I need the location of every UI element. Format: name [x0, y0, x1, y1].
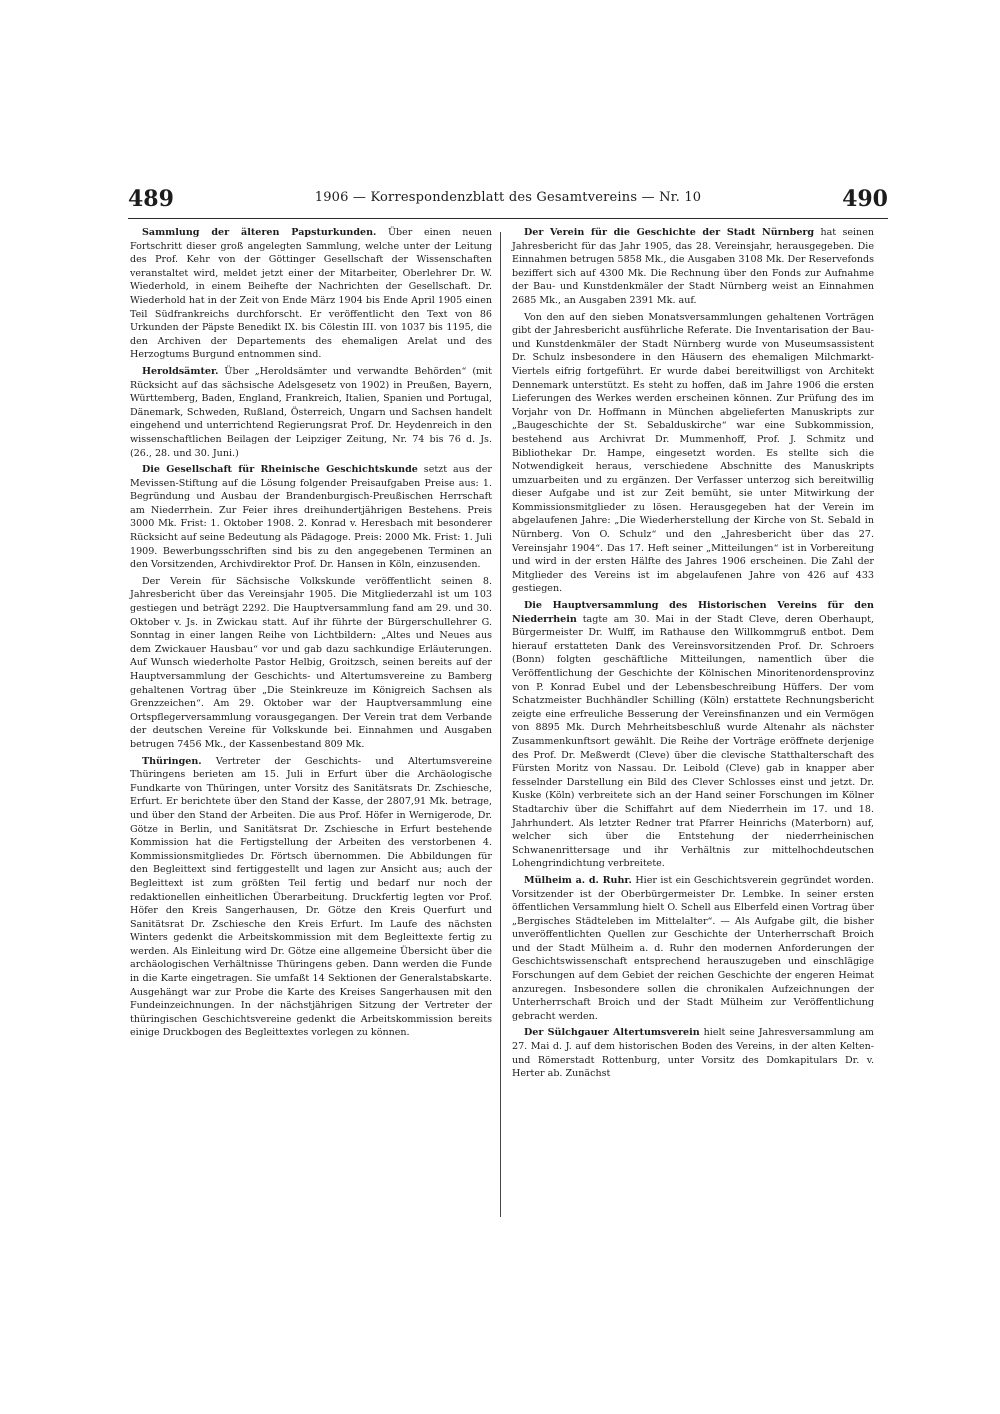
paragraph-text: Hier ist ein Geschichtsverein gegründet worden. Vorsitzender ist der Oberbürgermeister Dr. Lembke. In seiner ersten öffentlichen Versammlung hielt O. Schell aus Elberfeld einen Vortrag über „Bergisches Städteleben im Mittelalter“. — Als Aufgabe gilt, die bisher unveröffentlichten Quellen zur Geschichte der Unterherrschaft Broich und der Stadt Mülheim a. d. Ruhr den modernen Anforderungen der Geschichtswissenschaft entsprechend herauszugeben und einschlägige Forschungen auf dem Gebiet der reichen Geschichte der engeren Heimat anzuregen. Insbesondere sollen die chronikalen Aufzeichnungen der Unterherrschaft Broich und der Stadt Mülheim zur Veröffentlichung gebracht werden.	[512, 874, 874, 1022]
paragraph-text: Über einen neuen Fortschritt dieser groß angelegten Sammlung, welche unter der Leitung des Prof. Kehr von der Göttinger Gesellschaft der Wissenschaften veranstaltet wird, meldet jetzt einer der Mitarbeiter, Oberlehrer Dr. W. Wiederhold, in einem Beihefte der Nachrichten der Gesellschaft. Dr. Wiederhold hat in der Zeit von Ende März 1904 bis Ende April 1905 einen Teil Südfrankreichs durchforscht. Er veröffentlicht den Text von 86 Urkunden der Päpste Benedikt IX. bis Cölestin III. von 1037 bis 1195, die den Archiven der Departements des ehemaligen Arelat und des Herzogtums Burgund entnommen sind.	[130, 227, 492, 361]
paragraph-text: hielt seine Jahresversammlung am 27. Mai d. J. auf dem historischen Boden des Vereins, in der alten Kelten- und Römerstadt Rottenburg, unter Vorsitz des Domkapitulars Dr. v. Herter ab. Zunächst	[512, 1027, 874, 1080]
paragraph-heading: Der Verein für die Geschichte der Stadt Nürnberg	[524, 227, 815, 238]
paragraph	[130, 463, 492, 572]
paragraph	[512, 311, 874, 596]
paragraph-text: Der Verein für Sächsische Volkskunde veröffentlicht seinen 8. Jahresbericht über das Vereinsjahr 1905. Die Mitgliederzahl ist um 103 gestiegen und beträgt 2292. Die Hauptversammlung fand am 29. und 30. Oktober v. Js. in Zwickau statt. Auf ihr führte der Bürgerschullehrer G. Sonntag in einer langen Reihe von Lichtbildern: „Altes und Neues aus dem Zwickauer Hausbau“ vor und gab dazu sachkundige Erläuterungen. Auf Wunsch wiederholte Pastor Helbig, Groitzsch, seinen bereits auf der Hauptversammlung der Geschichts- und Altertumsvereine zu Bamberg gehaltenen Vortrag über „Die Steinkreuze im Königreich Sachsen als Grenzzeichen“. Am 29. Oktober war der Hauptversammlung eine Ortspflegerversammlung vorausgegangen. Der Verein trat dem Verbande der deutschen Vereine für Volkskunde bei. Einnahmen und Ausgaben betrugen 7456 Mk., der Kassenbestand 809 Mk.	[130, 575, 492, 750]
right-column	[512, 226, 874, 1084]
paragraph-text: Von den auf den sieben Monatsversammlungen gehaltenen Vorträgen gibt der Jahresbericht ausführliche Referate. Die Inventarisation der Bau- und Kunstdenkmäler der Stadt Nürnberg wurde von Museumsassistent Dr. Schulz insbesondere in den Häusern des ehemaligen Milchmarkt-Viertels eifrig fortgeführt. Er wurde dabei bereitwilligst von Architekt Dennemark unterstützt. Es steht zu hoffen, daß im Jahre 1906 die ersten Lieferungen des Werkes werden erscheinen können. Zur Prüfung des im Vorjahr von Dr. Hoffmann in München abgelieferten Manuskripts zur „Baugeschichte der St. Sebalduskirche“ war eine Subkommission, bestehend aus Archivrat Dr. Mummenhoff, Prof. J. Schmitz und Bibliothekar Dr. Hampe, eingesetzt worden. Es stellte sich die Notwendigkeit heraus, verschiedene Abschnitte des Manuskripts umzuarbeiten und zu ergänzen. Der Verfasser unterzog sich bereitwillig dieser Aufgabe und ist zur Zeit bemüht, sie unter Mitwirkung der Kommissionsmitglieder zu lösen. Herausgegeben hat der Verein im abgelaufenen Jahre: „Die Wiederherstellung der Kirche von St. Sebald in Nürnberg. Von O. Schulz“ und den „Jahresbericht über das 27. Vereinsjahr 1904“. Das 17. Heft seiner „Mitteilungen“ ist in Vorbereitung und wird in der ersten Hälfte des Jahres 1906 erscheinen. Die Zahl der Mitglieder des Vereins ist im abgelaufenen Jahre von 426 auf 433 gestiegen.	[512, 311, 874, 595]
paragraph	[512, 874, 874, 1024]
paragraph-text: hat seinen Jahresbericht für das Jahr 1905, das 28. Vereinsjahr, herausgegeben. Die Einnahmen betrugen 5858 Mk., die Ausgaben 3108 Mk. Der Reservefonds beziffert sich auf 4300 Mk. Die Rechnung über den Fonds zur Aufnahme der Bau- und Kunstdenkmäler der Stadt Nürnberg weist an Einnahmen 2685 Mk., an Ausgaben 2391 Mk. auf.	[512, 227, 874, 306]
running-title: 1906 — Korrespondenzblatt des Gesamtvereins — Nr. 10	[314, 190, 702, 205]
page-header	[128, 186, 888, 216]
column-divider	[500, 232, 501, 1217]
paragraph-text: tagte am 30. Mai in der Stadt Cleve, deren Oberhaupt, Bürgermeister Dr. Wulff, im Rathause den Willkommgruß entbot. Dem hierauf erstatteten Dank des Vereinsvorsitzenden Prof. Dr. Schroers (Bonn) folgten geschäftliche Mitteilungen, namentlich über die Veröffentlichung der Geschichte der Kölnischen Minoritenordensprovinz von P. Konrad Eubel und der Lebensbeschreibung Hüffers. Der vom Schatzmeister Buchhändler Schilling (Köln) erstattete Rechnungsbericht zeigte eine erfreuliche Besserung der Vereinsfinanzen und ein Vermögen von 8895 Mk. Durch Mehrheitsbeschluß wurde Altenahr als nächster Zusammenkunftsort gewählt. Die Reihe der Vorträge eröffnete derjenige des Prof. Dr. Meßwerdt (Cleve) über die clevische Statthalterschaft des Fürsten Moritz von Nassau. Dr. Leibold (Cleve) gab in knapper aber fesselnder Darstellung ein Bild des Clever Schlosses einst und jetzt. Dr. Kuske (Köln) verbreitete sich an der Hand seiner Forschungen im Kölner Stadtarchiv über die Schiffahrt auf dem Niederrhein im 17. und 18. Jahrhundert. Als letzter Redner trat Pfarrer Heinrichs (Materborn) auf, welcher sich über die Entstehung der niederrheinischen Schwanenrittersage und ihr Verhältnis zur mittelhochdeutschen Lohengrindichtung verbreitete.	[512, 613, 874, 870]
paragraph-heading: Thüringen.	[142, 755, 202, 767]
paragraph	[130, 575, 492, 752]
paragraph-heading: Sammlung der älteren Papsturkunden.	[142, 227, 377, 238]
left-column	[130, 226, 492, 1043]
paragraph-heading: Die Hauptversammlung des Historischen Vereins für den Niederrhein	[512, 600, 874, 625]
paragraph-heading: Heroldsämter.	[142, 365, 219, 377]
page-number-left: 489	[128, 186, 174, 212]
paragraph-heading: Die Gesellschaft für Rheinische Geschichtskunde	[142, 464, 418, 476]
paragraph	[130, 365, 492, 460]
paragraph-heading: Der Sülchgauer Altertumsverein	[524, 1027, 700, 1039]
paragraph	[130, 226, 492, 362]
paragraph	[512, 1026, 874, 1080]
paragraph	[512, 599, 874, 871]
paragraph-text: Vertreter der Geschichts- und Altertumsvereine Thüringens berieten am 15. Juli in Erfurt über die Archäologische Fundkarte von Thüringen, unter Vorsitz des Sanitätsrats Dr. Zschiesche, Erfurt. Er berichtete über den Stand der Kasse, der 2807,91 Mk. betrage, und über den Stand der Arbeiten. Die aus Prof. Höfer in Wernigerode, Dr. Götze in Berlin, und Sanitätsrat Dr. Zschiesche in Erfurt bestehende Kommission hat die Fertigstellung der Arbeiten des verstorbenen 4. Kommissionsmitgliedes Dr. Förtsch übernommen. Die Abbildungen für den Begleittext sind fertiggestellt und lagen zur Ansicht aus; auch der Begleittext ist zum größten Teil fertig und bedarf nur noch der redaktionellen einheitlichen Überarbeitung. Druckfertig legten vor Prof. Höfer den Kreis Sangerhausen, Dr. Götze den Kreis Querfurt und Sanitätsrat Dr. Zschiesche den Kreis Erfurt. Im Laufe des nächsten Winters gedenkt die Arbeitskommission mit dem Begleittexte fertig zu werden. Als Einleitung wird Dr. Götze eine allgemeine Übersicht über die archäologischen Verhältnisse Thüringens geben. Dann werden die Funde in die Karte eingetragen. Sie umfaßt 14 Sektionen der Generalstabskarte. Ausgehängt war zur Probe die Karte des Kreises Sangerhausen mit den Fundeinzeichnungen. In der nächstjährigen Sitzung der Vertreter der thüringischen Geschichtsvereine gedenkt die Arbeitskommission bereits einige Druckbogen des Begleittextes vorlegen zu können.	[130, 755, 492, 1039]
page-number-right: 490	[842, 186, 888, 212]
paragraph	[130, 755, 492, 1040]
paragraph	[512, 226, 874, 308]
paragraph-heading: Mülheim a. d. Ruhr.	[524, 874, 632, 886]
paragraph-text: Über „Heroldsämter und verwandte Behörden“ (mit Rücksicht auf das sächsische Adelsgesetz von 1902) in Preußen, Bayern, Württemberg, Baden, England, Frankreich, Italien, Spanien und Portugal, Dänemark, Schweden, Rußland, Österreich, Ungarn und Sachsen handelt eingehend und unterrichtend Regierungsrat Prof. Dr. Heydenreich in den wissenschaftlichen Beilagen der Leipziger Zeitung, Nr. 74 bis 76 d. Js. (26., 28. und 30. Juni.)	[130, 365, 492, 459]
header-rule	[128, 218, 888, 219]
paragraph-text: setzt aus der Mevissen-Stiftung auf die Lösung folgender Preisaufgaben Preise aus: 1. Begründung und Ausbau der Brandenburgisch-Preußischen Herrschaft am Niederrhein. Zur Feier ihres dreihundertjährigen Bestehens. Preis 3000 Mk. Frist: 1. Oktober 1908. 2. Konrad v. Heresbach mit besonderer Rücksicht auf seine Bedeutung als Pädagoge. Preis: 2000 Mk. Frist: 1. Juli 1909. Bewerbungsschriften sind bis zu den angegebenen Terminen an den Vorsitzenden, Archivdirektor Prof. Dr. Hansen in Köln, einzusenden.	[130, 464, 492, 571]
